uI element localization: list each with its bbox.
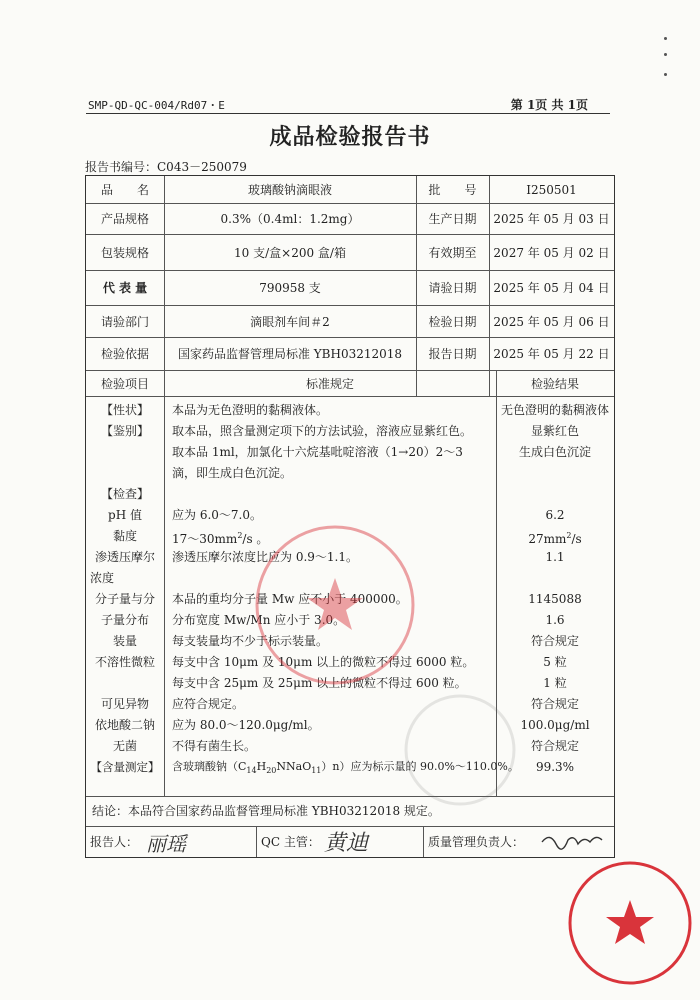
std-visible-matter: 应符合规定。 bbox=[172, 697, 245, 711]
document-code: SMP-QD-QC-004/Rd07・E bbox=[88, 99, 225, 112]
std-appearance: 本品为无色澄明的黏稠液体。 bbox=[172, 403, 329, 417]
label-spec: 产品规格 bbox=[100, 212, 149, 226]
value-product-name: 玻璃酸钠滴眼液 bbox=[247, 183, 332, 197]
value-department: 滴眼剂车间＃2 bbox=[250, 314, 330, 329]
std-osmolality: 渗透压摩尔浓度比应为 0.9～1.1。 bbox=[172, 550, 358, 564]
header-rule bbox=[86, 113, 610, 114]
value-report-date: 2025 年 05 月 22 日 bbox=[493, 347, 610, 361]
value-test-date: 2025 年 05 月 06 日 bbox=[493, 314, 610, 329]
label-request-date: 请验日期 bbox=[428, 281, 477, 295]
res-osmolality: 1.1 bbox=[545, 550, 565, 564]
reporter-signature: 丽瑶 bbox=[146, 832, 186, 856]
std-edta: 应为 80.0～120.0μg/ml。 bbox=[172, 718, 320, 732]
label-mfg-date: 生产日期 bbox=[428, 212, 477, 226]
inspection-seal-icon bbox=[250, 520, 420, 690]
res-molweight-1: 1145088 bbox=[528, 592, 582, 606]
std-molweight-1: 本品的重均分子量 Mw 应不小于 400000。 bbox=[172, 592, 408, 606]
std-viscosity: $17\sim 30mm^2/s$ 。 bbox=[172, 531, 269, 546]
item-identification: 【鉴别】 bbox=[100, 424, 149, 438]
res-visible-matter: 符合规定 bbox=[530, 697, 579, 711]
label-department: 请验部门 bbox=[100, 314, 149, 329]
res-molweight-2: 1.6 bbox=[545, 613, 565, 627]
col-result: 检验结果 bbox=[530, 376, 579, 391]
col-standard: 标准规定 bbox=[305, 376, 354, 391]
item-fill-volume: 装量 bbox=[112, 634, 137, 648]
label-expiry: 有效期至 bbox=[428, 245, 477, 260]
std-identification-1: 取本品，照含量测定项下的方法试验，溶液应显紫红色。 bbox=[172, 424, 473, 438]
document-title: 成品检验报告书 bbox=[269, 124, 431, 150]
label-quantity: 代 表 量 bbox=[102, 281, 148, 295]
item-osmolality-2: 浓度 bbox=[90, 571, 115, 585]
item-edta: 依地酸二钠 bbox=[94, 718, 155, 732]
item-particles: 不溶性微粒 bbox=[94, 655, 155, 669]
std-molweight-2: 分布宽度 Mw/Mn 应小于 3.0。 bbox=[172, 613, 346, 627]
res-identification-1: 显紫红色 bbox=[530, 424, 579, 438]
reporter-label: 报告人： bbox=[90, 835, 139, 849]
value-basis: 国家药品监督管理局标准 YBH03212018 bbox=[177, 347, 403, 361]
res-sterility: 符合规定 bbox=[530, 739, 579, 753]
value-package: 10 支/盒×200 盒/箱 bbox=[234, 245, 346, 260]
label-product-name: 品 名 bbox=[100, 183, 149, 197]
res-assay: 99.3% bbox=[535, 760, 575, 774]
gray-seal-icon bbox=[400, 690, 520, 810]
item-viscosity: 黏度 bbox=[112, 529, 137, 543]
value-spec: 0.3%（0.4ml：1.2mg） bbox=[220, 212, 360, 226]
qa-signature-icon bbox=[538, 826, 608, 854]
item-appearance: 【性状】 bbox=[100, 403, 149, 417]
item-osmolality-1: 渗透压摩尔 bbox=[94, 550, 155, 564]
page-info: 第 1页 共 1页 bbox=[510, 98, 588, 112]
qc-signature: 黄迪 bbox=[324, 831, 369, 856]
std-ph: 应为 6.0～7.0。 bbox=[172, 508, 262, 522]
label-batch-no: 批 号 bbox=[428, 183, 477, 197]
item-ph: pH 值 bbox=[108, 508, 142, 522]
std-particles-1: 每支中含 10μm 及 10μm 以上的微粒不得过 6000 粒。 bbox=[172, 655, 475, 669]
qa-label: 质量管理负责人： bbox=[428, 835, 525, 849]
label-package: 包装规格 bbox=[100, 245, 149, 260]
report-number: 报告书编号：C043－250079 bbox=[85, 160, 247, 174]
res-viscosity: $27mm^2/s$ bbox=[528, 531, 582, 546]
res-identification-2: 生成白色沉淀 bbox=[518, 445, 591, 459]
std-particles-2: 每支中含 25μm 及 25μm 以上的微粒不得过 600 粒。 bbox=[172, 676, 467, 690]
conclusion: 结论：本品符合国家药品监督管理局标准 YBH03212018 规定。 bbox=[92, 804, 440, 818]
std-assay: 含玻璃酸钠$(C_{14}H_{20}NNaO_{11})n$）应为标示量的 90.0%～110.0%。 bbox=[172, 760, 519, 776]
std-sterility: 不得有菌生长。 bbox=[172, 739, 257, 753]
value-expiry: 2027 年 05 月 02 日 bbox=[493, 245, 610, 260]
std-fill-volume: 每支装量均不少于标示装量。 bbox=[172, 634, 329, 648]
item-sterility: 无菌 bbox=[112, 739, 137, 753]
report-table bbox=[85, 175, 615, 858]
res-fill-volume: 符合规定 bbox=[530, 634, 579, 648]
label-test-date: 检验日期 bbox=[428, 314, 477, 329]
item-molweight-1: 分子量与分 bbox=[94, 592, 155, 606]
qc-label: QC 主管： bbox=[261, 835, 320, 849]
col-item: 检验项目 bbox=[100, 376, 149, 391]
item-inspection: 【检查】 bbox=[100, 487, 149, 501]
item-molweight-2: 子量分布 bbox=[100, 613, 149, 627]
std-identification-3: 滴，即生成白色沉淀。 bbox=[172, 466, 293, 480]
item-assay: 【含量测定】 bbox=[90, 760, 160, 774]
value-quantity: 790958 支 bbox=[259, 281, 321, 295]
value-request-date: 2025 年 05 月 04 日 bbox=[493, 281, 610, 295]
res-edta: 100.0μg/ml bbox=[520, 718, 590, 732]
std-identification-2: 取本品 1ml，加氯化十六烷基吡啶溶液（1→20）2～3 bbox=[172, 445, 463, 459]
qa-seal-icon bbox=[565, 858, 695, 988]
label-report-date: 报告日期 bbox=[428, 347, 477, 361]
res-particles-2: 1 粒 bbox=[543, 676, 567, 690]
value-mfg-date: 2025 年 05 月 03 日 bbox=[493, 212, 610, 226]
res-appearance: 无色澄明的黏稠液体 bbox=[500, 403, 609, 417]
item-visible-matter: 可见异物 bbox=[100, 697, 149, 711]
label-basis: 检验依据 bbox=[100, 347, 149, 361]
value-batch-no: I250501 bbox=[526, 182, 577, 197]
res-particles-1: 5 粒 bbox=[543, 655, 567, 669]
res-ph: 6.2 bbox=[545, 508, 565, 522]
